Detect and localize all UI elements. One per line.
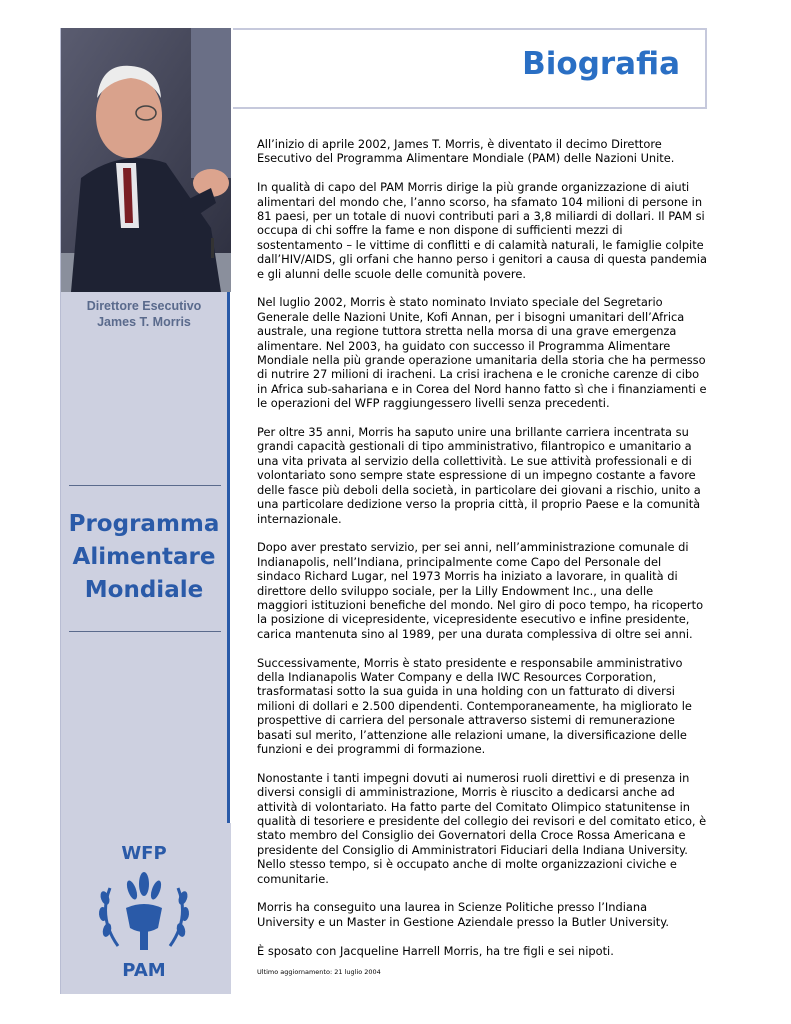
last-updated-note: Ultimo aggiornamento: 21 luglio 2004 (257, 968, 381, 977)
paragraph: In qualità di capo del PAM Morris dirige la più grande organizzazione di aiuti alimentari del mondo che, l’anno scorso, ha sfamato 104 milioni di persone in 81 paesi, per un totale di nuovi contributi pari a 3,8 miliardi di dollari. Il PAM si occupa di chi soffre la fame e non dispone di sufficienti mezzi di sostentamento – le vittime di conflitti e di calamità naturali, le famiglie colpite dall’HIV/AIDS, gli orfani che hanno perso i genitori a causa di questa pandemia e gli alunni delle scuole delle comunità povere. (257, 180, 708, 281)
paragraph: Nel luglio 2002, Morris è stato nominato Inviato speciale del Segretario Generale delle Nazioni Unite, Kofi Annan, per i bisogni umanitari dell’Africa australe, una regione tuttora stretta nella morsa di una grave emergenza alimentare. Nel 2003, ha guidato con successo il Programma Alimentare Mondiale nella più grande operazione umanitaria della storia che ha permesso di nutrire 27 milioni di iracheni. La crisi irachena e le croniche carenze di cibo in Africa sub-sahariana e in Corea del Nord hanno fatto sì che i finanziamenti e le operazioni del WFP raggiungessero livelli senza precedenti. (257, 295, 707, 411)
biography-text (257, 137, 707, 977)
divider-top (69, 485, 221, 486)
paragraph: Successivamente, Morris è stato presidente e responsabile amministrativo della Indianapolis Water Company e della IWC Resources Corporation, trasformatasi sotto la sua guida in una holding con un fatturato di diversi milioni di dollari e 2.500 dipendenti. Contemporaneamente, ha migliorato le prospettive di carriera del personale attraverso sistemi di remunerazione basati sul merito, l’attenzione alle relazioni umane, la diversificazione delle funzioni e dei programmi di formazione. (257, 655, 692, 756)
org-line-2: Alimentare (72, 544, 216, 570)
paragraph: Nonostante i tanti impegni dovuti ai numerosi ruoli direttivi e di presenza in diversi consigli di amministrazione, Morris è riuscito a dedicarsi anche ad attività di volontariato. Ha fatto parte del Comitato Olimpico statunitense in qualità di tesoriere e presidente del collegio dei revisori e del comitato etico, è stato membro del Consiglio dei Governatori della Croce Rossa Americana e presidente del Consiglio di Amministratori Fiduciari della Indiana University. Nello stesso tempo, si è occupato anche di molte organizzazioni civiche e comunitarie. (257, 770, 707, 886)
logo-acronym-bottom: PAM (122, 960, 166, 981)
sidebar (60, 28, 230, 994)
divider-bottom (69, 631, 221, 632)
caption-name: James T. Morris (97, 315, 191, 329)
organization-name (61, 508, 227, 607)
paragraph: È sposato con Jacqueline Harrell Morris, ha tre figli e sei nipoti. (257, 943, 614, 958)
page-title: Biografia (522, 46, 680, 82)
paragraph: Morris ha conseguito una laurea in Scienze Politiche presso l’Indiana University e un Master in Gestione Aziendale presso la Butler University. (257, 900, 670, 929)
paragraph: Per oltre 35 anni, Morris ha saputo unire una brillante carriera incentrata su grandi capacità gestionali di tipo amministrativo, filantropico e umanitario a una vita privata al servizio della collettività. Le sue attività professionali e di volontariato sono sempre state espressione di un impegno costante a favore delle fasce più deboli della società, in particolare dei giovani a rischio, unito a una particolare dedizione verso la propria città, il proprio Paese e la comunità internazionale. (257, 425, 701, 526)
title-box (233, 28, 707, 109)
portrait-photo (61, 28, 231, 292)
wfp-logo (61, 823, 231, 994)
org-line-1: Programma (68, 511, 220, 537)
caption-role: Direttore Esecutivo (86, 299, 202, 313)
org-line-3: Mondiale (84, 577, 204, 603)
logo-acronym-top: WFP (121, 843, 167, 864)
wfp-emblem-icon (96, 868, 192, 960)
photo-caption (61, 298, 227, 330)
paragraph: Dopo aver prestato servizio, per sei anni, nell’amministrazione comunale di Indianapolis, nell’Indiana, principalmente come Capo del Personale del sindaco Richard Lugar, nel 1973 Morris ha iniziato a lavorare, in qualità di direttore dello sviluppo sociale, per la Lilly Endowment Inc., una delle maggiori istituzioni benefiche del mondo. Nel giro di poco tempo, ha ricoperto la posizione di vicepresidente, vicepresidente esecutivo e infine presidente, carica mantenuta sino al 1989, per una durata complessiva di oltre sei anni. (257, 540, 704, 641)
paragraph: All’inizio di aprile 2002, James T. Morris, è diventato il decimo Direttore Esecutivo del Programma Alimentare Mondiale (PAM) delle Nazioni Unite. (257, 137, 675, 166)
